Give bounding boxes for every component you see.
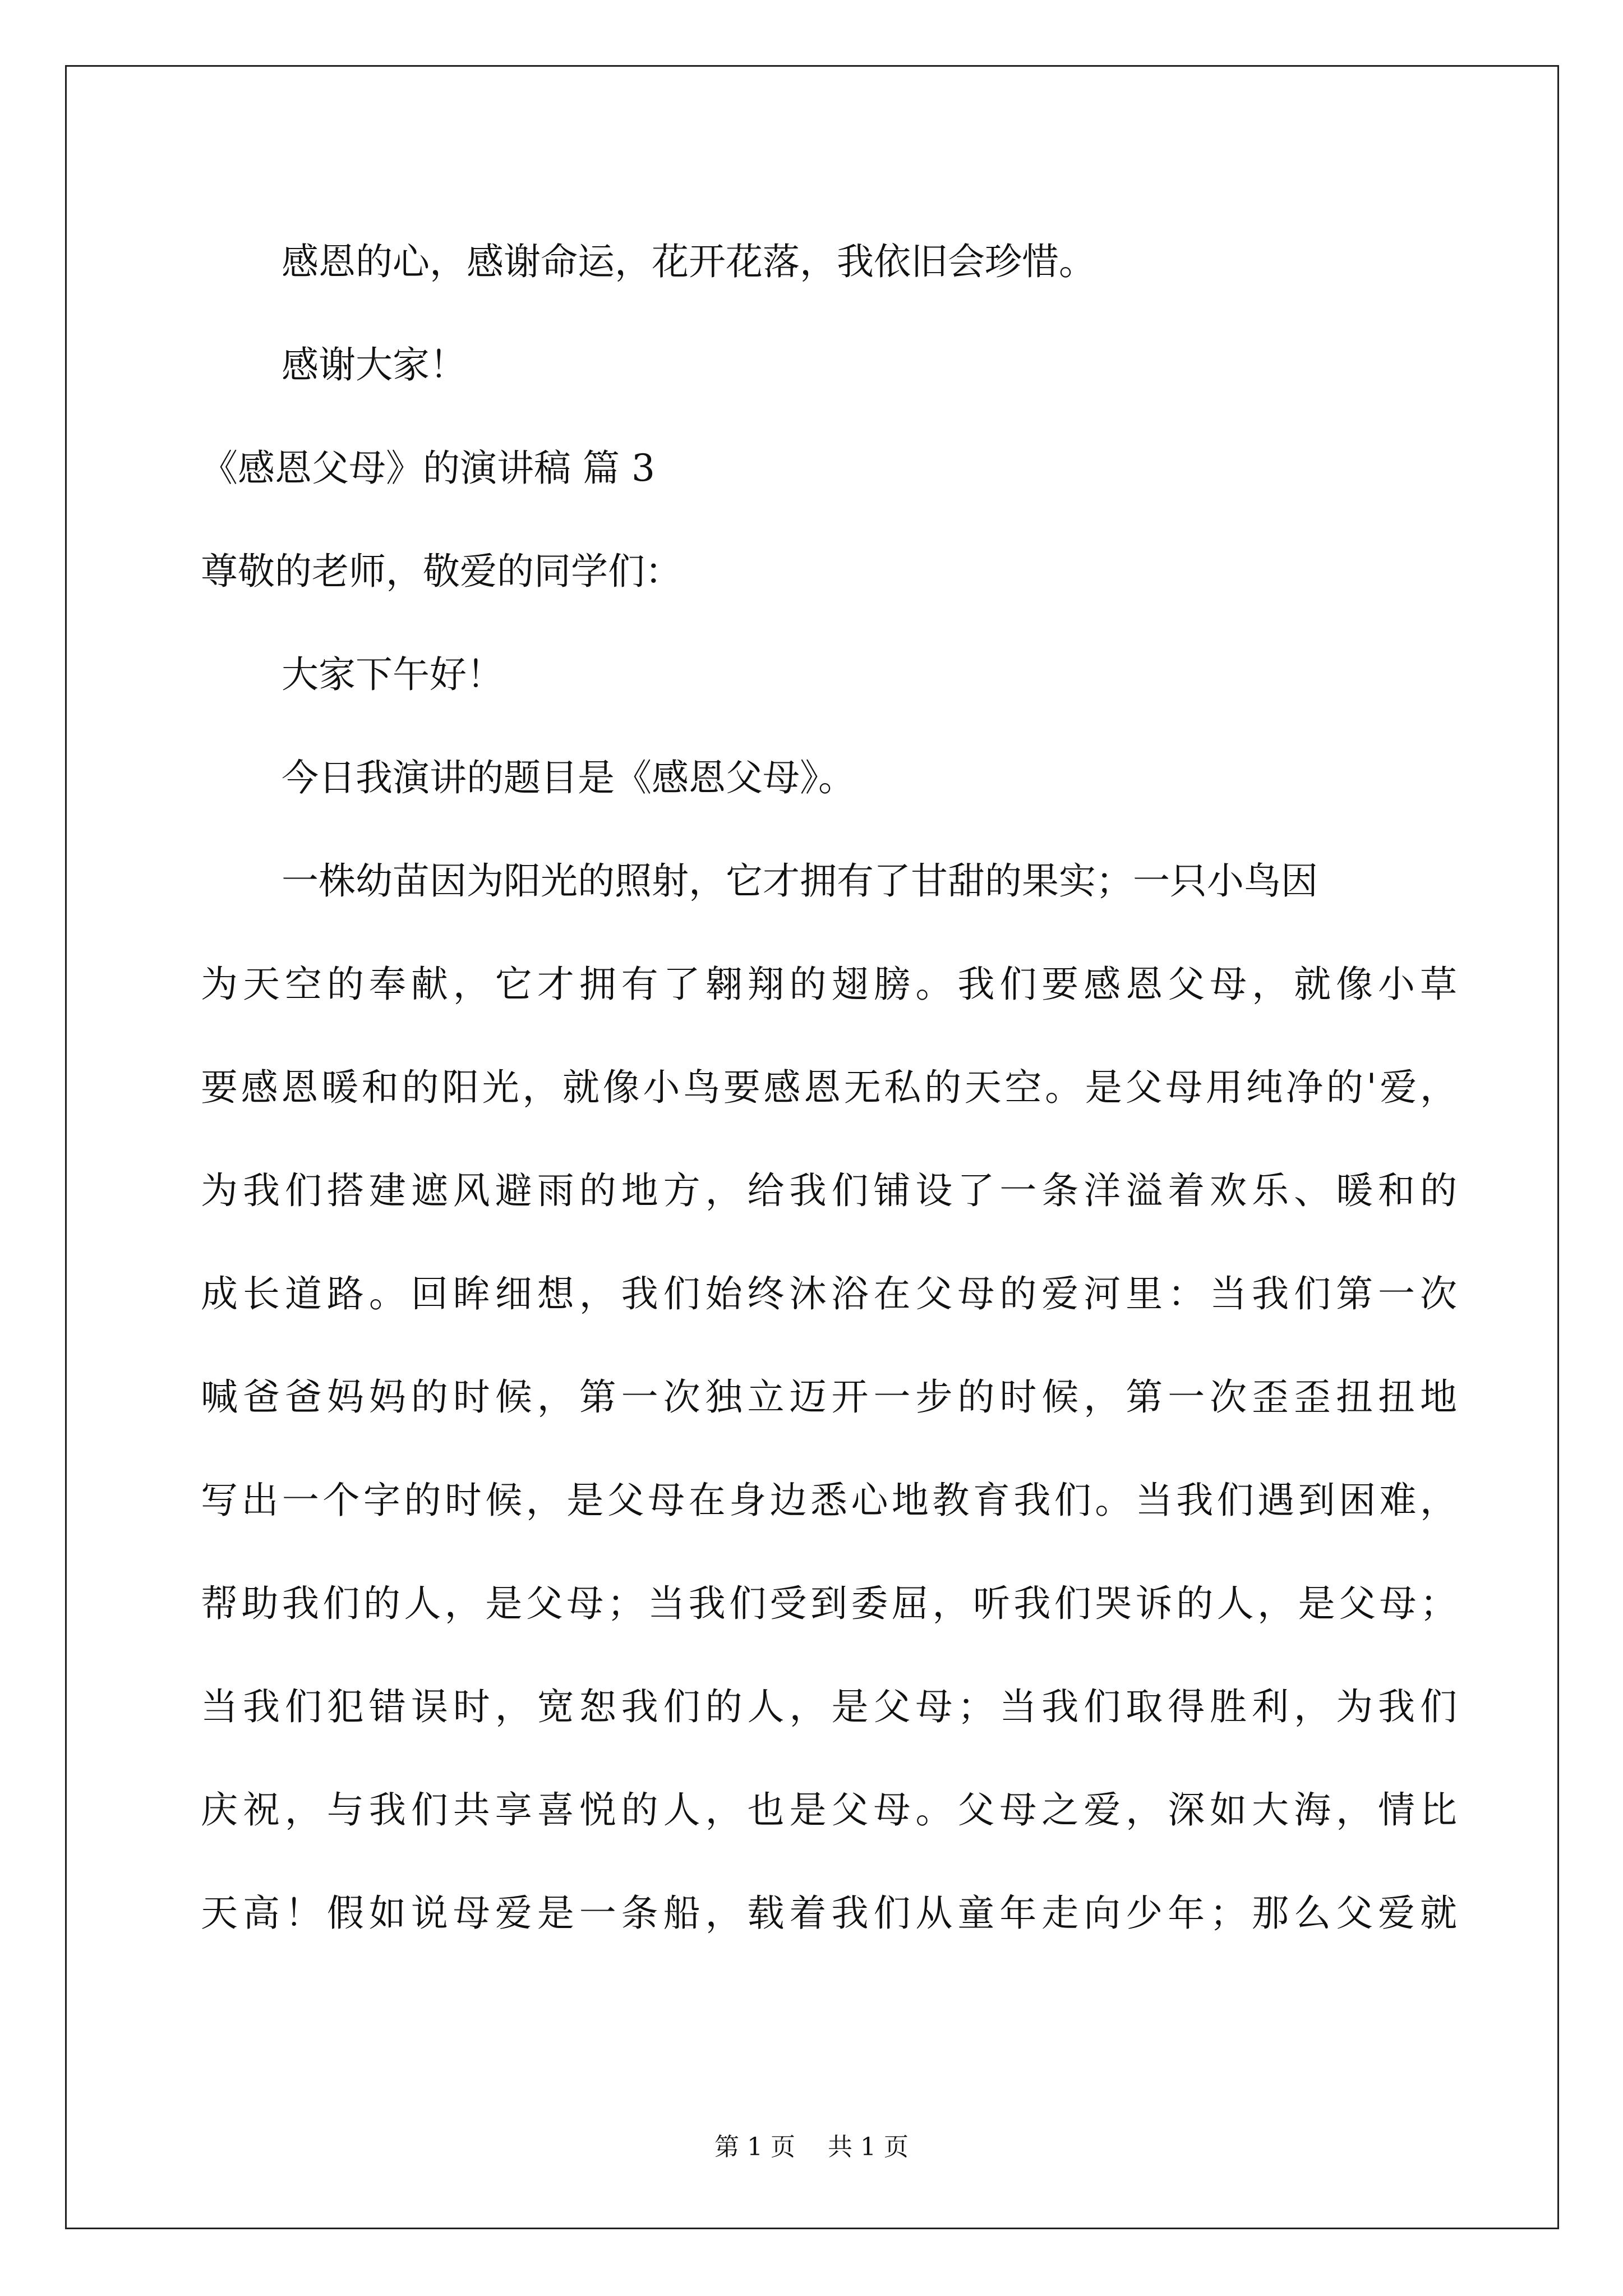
paragraph-line: 感恩的心，感谢命运，花开花落，我依旧会珍惜。 xyxy=(282,240,1096,283)
paragraph-line: 今日我演讲的题目是《感恩父母》。 xyxy=(282,756,855,799)
document-body xyxy=(201,210,1468,1965)
paragraph-line: 为天空的奉献，它才拥有了翱翔的翅膀。我们要感恩父母，就像小草 xyxy=(201,963,1457,1006)
paragraph-line: 天高！假如说母爱是一条船，载着我们从童年走向少年；那么父爱就 xyxy=(201,1892,1457,1935)
paragraph-line: 喊爸爸妈妈的时候，第一次独立迈开一步的时候，第一次歪歪扭扭地 xyxy=(201,1375,1457,1419)
paragraph-line: 当我们犯错误时，宽恕我们的人，是父母；当我们取得胜利，为我们 xyxy=(201,1685,1457,1728)
paragraph-line: 大家下午好！ xyxy=(282,653,504,696)
paragraph-line: 写出一个字的时候，是父母在身边悉心地教育我们。当我们遇到困难， xyxy=(201,1479,1457,1522)
paragraph-line: 庆祝，与我们共享喜悦的人，也是父母。父母之爱，深如大海，情比 xyxy=(201,1788,1457,1832)
section-heading: 《感恩父母》的演讲稿 篇 3 xyxy=(201,447,655,490)
page-number-total: 共 1 页 xyxy=(828,2133,909,2161)
paragraph-line: 帮助我们的人，是父母；当我们受到委屈，听我们哭诉的人，是父母； xyxy=(201,1582,1457,1625)
paragraph-line: 为我们搭建遮风避雨的地方，给我们铺设了一条洋溢着欢乐、暖和的 xyxy=(201,1169,1457,1212)
salutation: 尊敬的老师，敬爱的同学们： xyxy=(201,550,682,593)
page-number-current: 第 1 页 xyxy=(714,2133,795,2161)
page-footer xyxy=(0,2131,1623,2164)
paragraph-line: 成长道路。回眸细想，我们始终沐浴在父母的爱河里：当我们第一次 xyxy=(201,1272,1457,1315)
paragraph-line: 要感恩暖和的阳光，就像小鸟要感恩无私的天空。是父母用纯净的'爱， xyxy=(201,1066,1457,1109)
paragraph-line: 感谢大家！ xyxy=(282,343,467,386)
paragraph-line: 一株幼苗因为阳光的照射，它才拥有了甘甜的果实；一只小鸟因 xyxy=(282,859,1318,903)
